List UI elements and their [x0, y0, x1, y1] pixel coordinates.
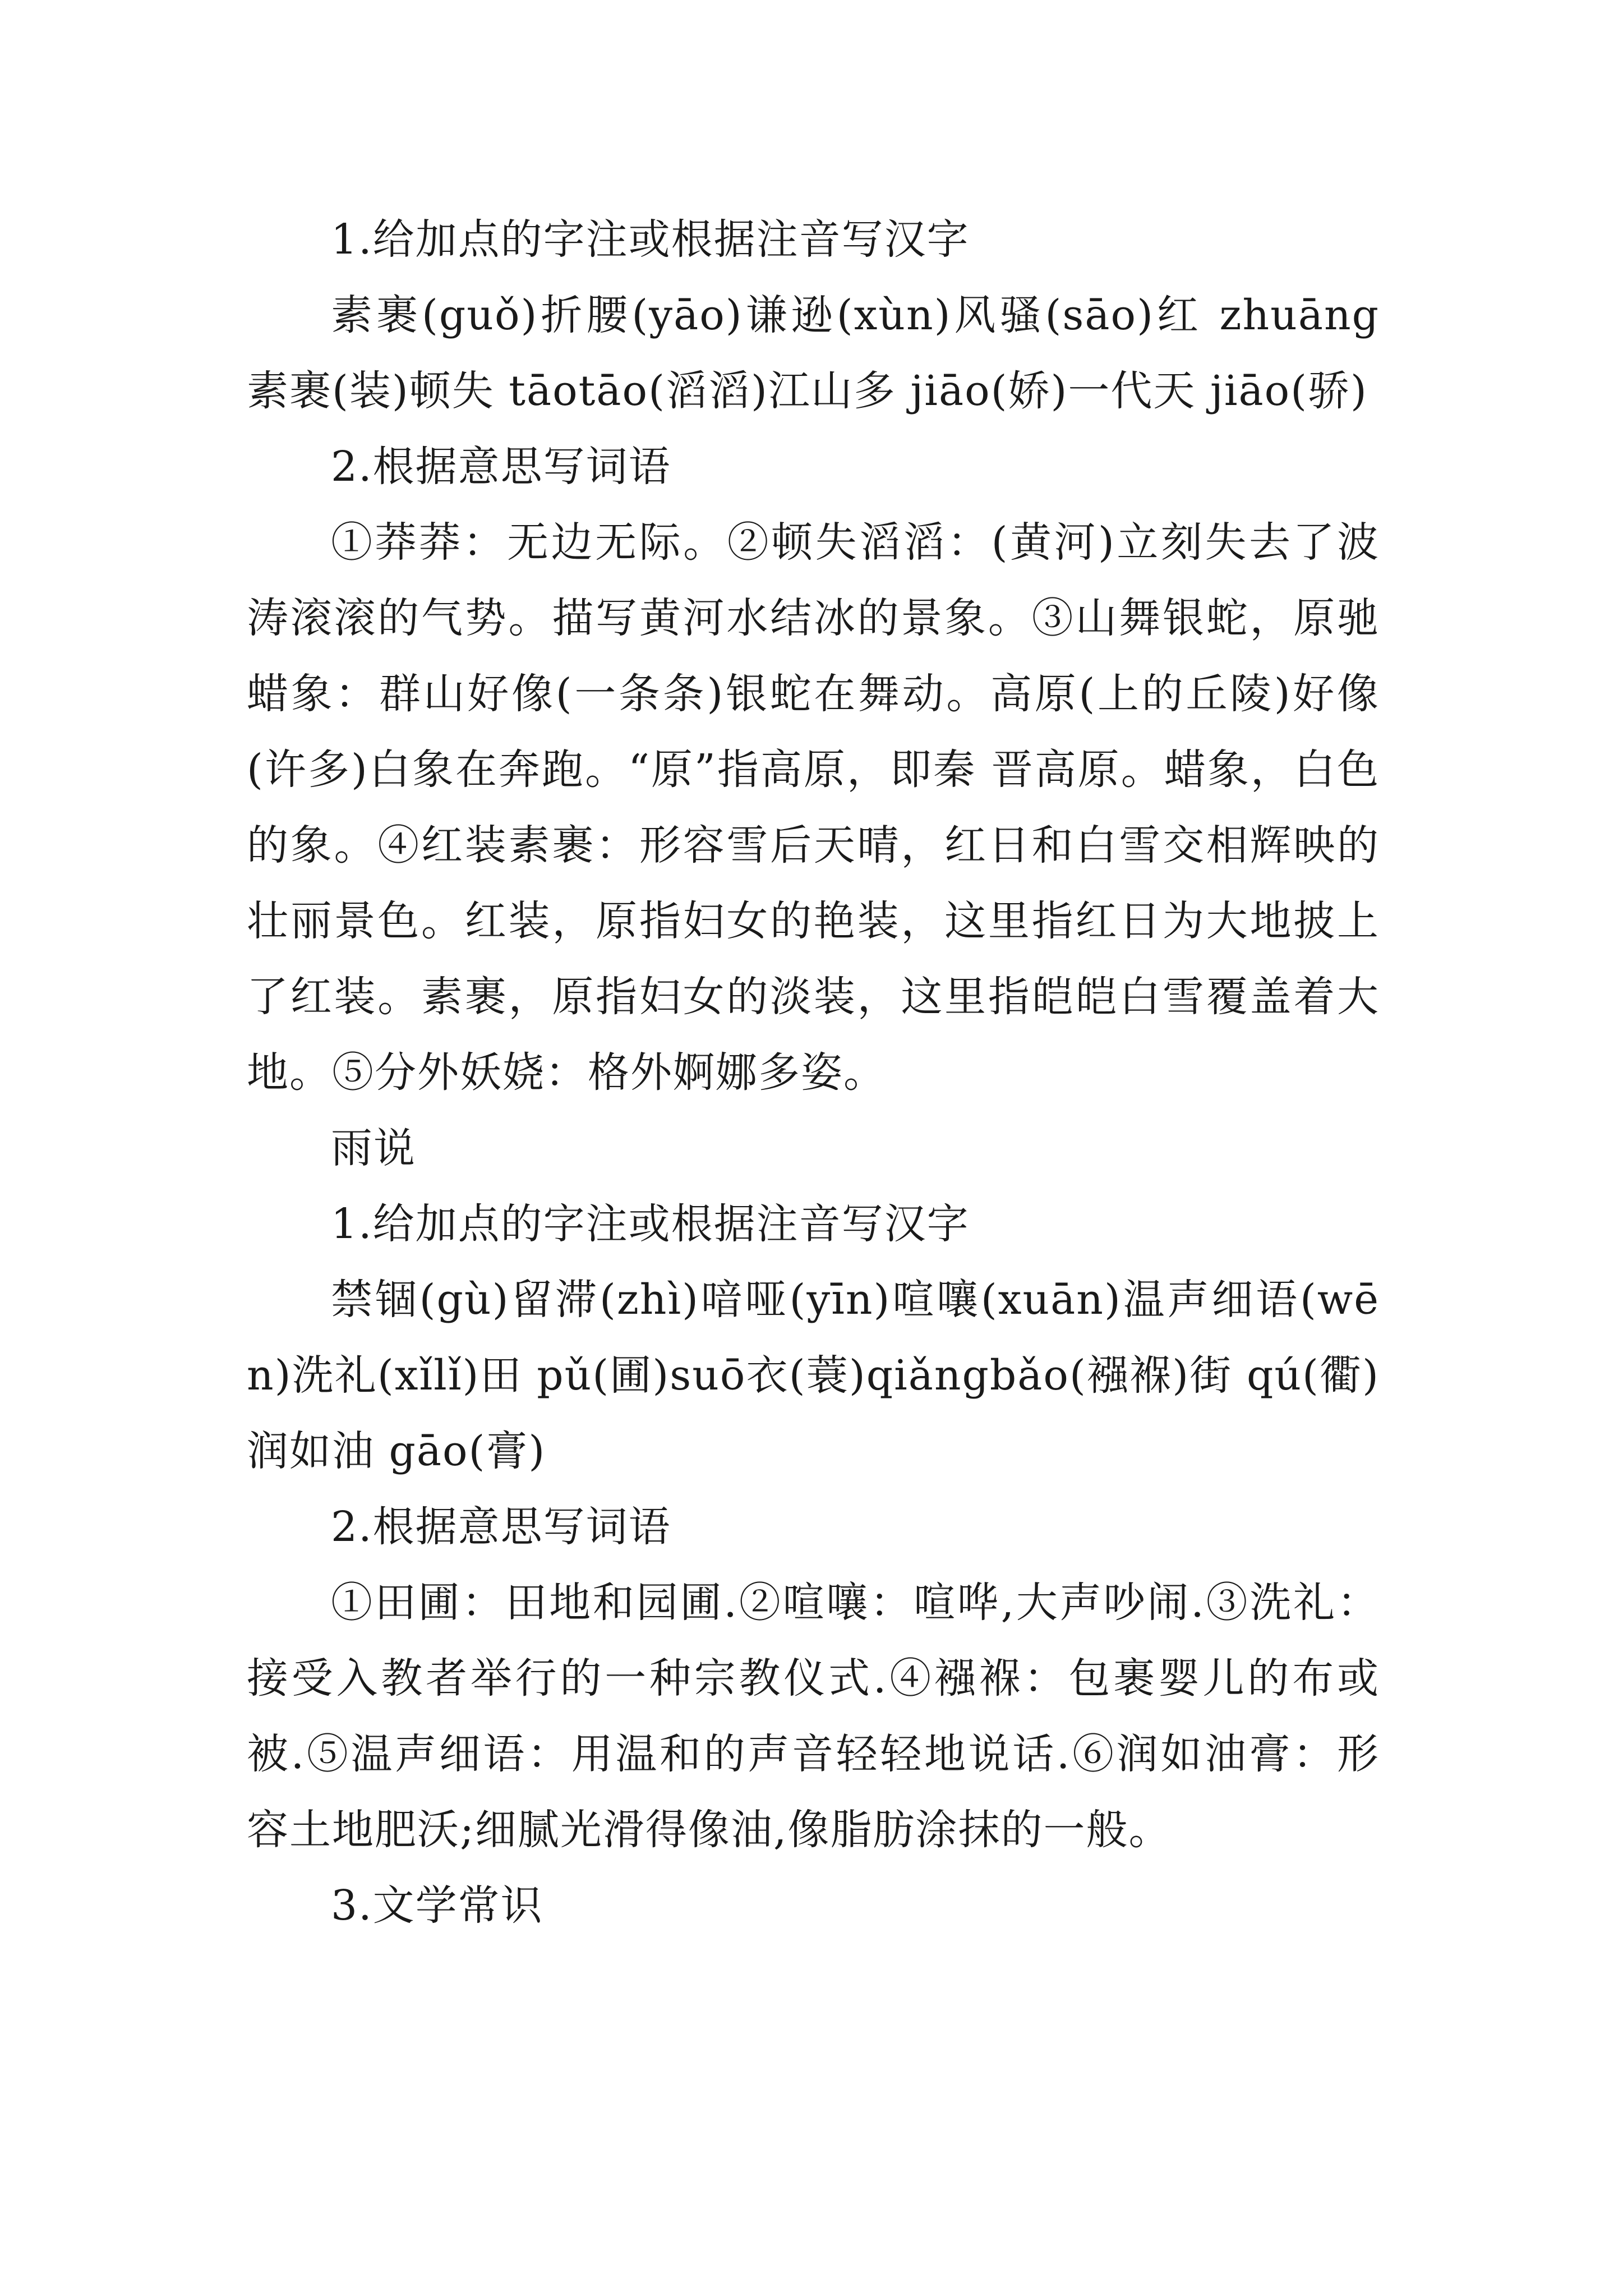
document-body	[247, 202, 1380, 1944]
phonetics-list-1: 素裹(guǒ)折腰(yāo)谦逊(xùn)风骚(sāo)红 zhuāng 素裹(装)顿失 tāotāo(滔滔)江山多 jiāo(娇)一代天 jiāo(骄)	[247, 291, 1380, 415]
section-heading-literature: 3.文学常识	[331, 1881, 543, 1930]
section-heading-phonetics-1: 1.给加点的字注或根据注音写汉字	[331, 215, 970, 264]
section-heading-phonetics-2: 1.给加点的字注或根据注音写汉字	[331, 1200, 970, 1248]
section-heading-vocab-1: 2.根据意思写词语	[331, 443, 671, 491]
phonetics-list-2: 禁锢(gù)留滞(zhì)喑哑(yīn)喧嚷(xuān)温声细语(wēn)洗礼(xǐlǐ)田 pǔ(圃)suō衣(蓑)qiǎngbǎo(襁褓)街 qú(衢)润如油 gāo(膏)	[247, 1276, 1380, 1475]
vocab-definitions-2: ①田圃：田地和园圃.②喧嚷：喧哗,大声吵闹.③洗礼：接受入教者举行的一种宗教仪式.④襁褓：包裹婴儿的布或被.⑤温声细语：用温和的声音轻轻地说话.⑥润如油膏：形容土地肥沃;细腻光滑得像油,像脂肪涂抹的一般。	[247, 1579, 1380, 1854]
section-heading-vocab-2: 2.根据意思写词语	[331, 1503, 671, 1551]
lesson-title-yu-shuo: 雨说	[331, 1124, 416, 1172]
vocab-definitions-1: ①莽莽：无边无际。②顿失滔滔：(黄河)立刻失去了波涛滚滚的气势。描写黄河水结冰的景象。③山舞银蛇，原驰蜡象：群山好像(一条条)银蛇在舞动。高原(上的丘陵)好像(许多)白象在奔跑。“原”指高原，即秦 晋高原。蜡象，白色的象。④红装素裹：形容雪后天晴，红日和白雪交相辉映的壮丽景色。红装，原指妇女的艳装，这里指红日为大地披上了红装。素裹，原指妇女的淡装，这里指皑皑白雪覆盖着大地。⑤分外妖娆：格外婀娜多姿。	[247, 518, 1380, 1097]
